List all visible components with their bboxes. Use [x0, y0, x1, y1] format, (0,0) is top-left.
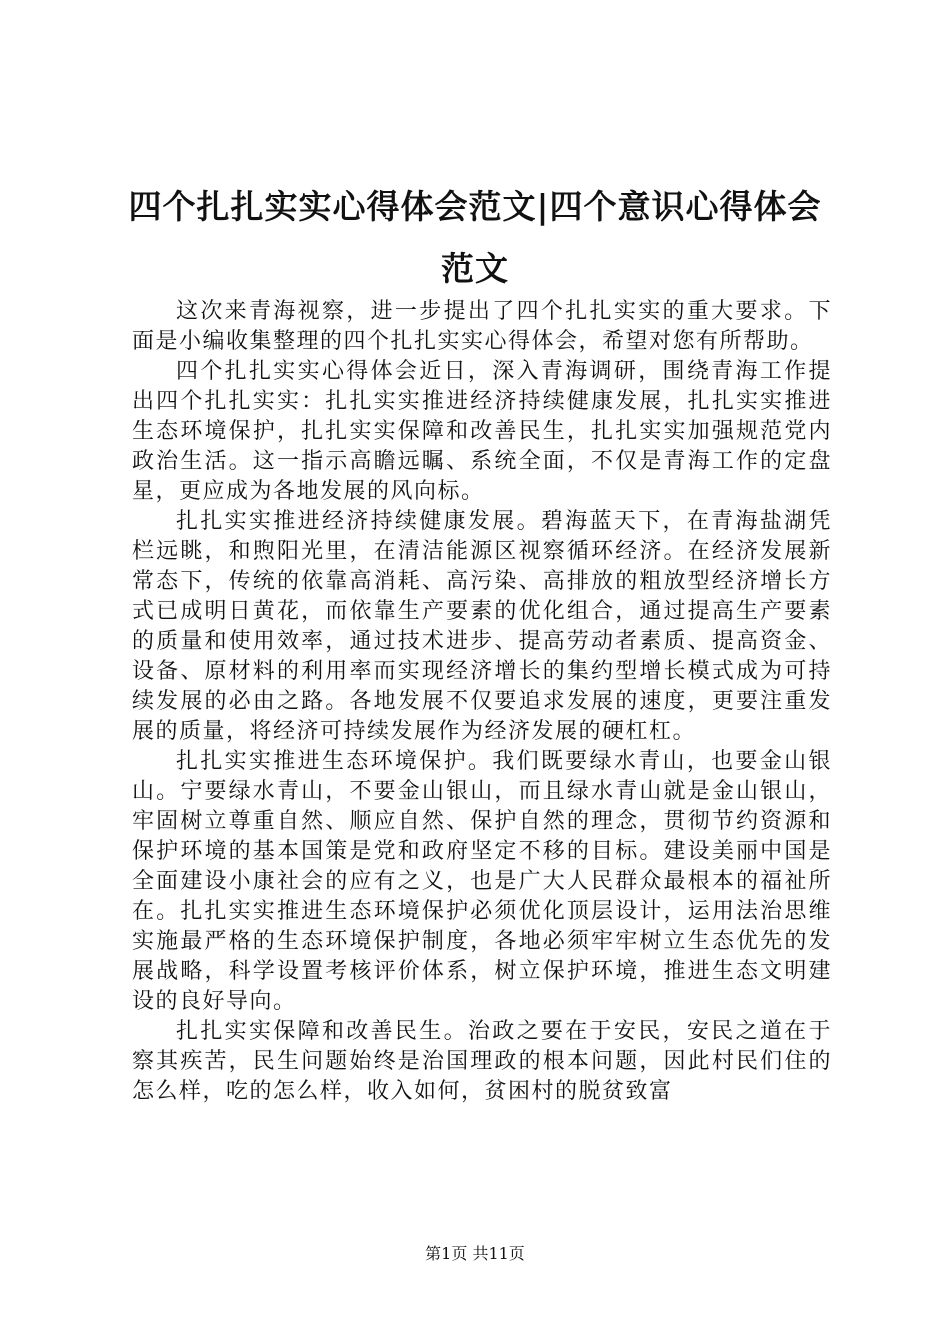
document-body — [132, 297, 832, 1107]
paragraph-intro: 这次来青海视察，进一步提出了四个扎扎实实的重大要求。下面是小编收集整理的四个扎扎实实心得体会，希望对您有所帮助。 — [132, 299, 832, 354]
paragraph-livelihood: 扎扎实实保障和改善民生。治政之要在于安民，安民之道在于察其疾苦，民生问题始终是治国理政的根本问题，因此村民们住的怎么样，吃的怎么样，收入如何，贫困村的脱贫致富 — [132, 1019, 832, 1104]
paragraph-overview: 四个扎扎实实心得体会近日，深入青海调研，围绕青海工作提出四个扎扎实实：扎扎实实推进经济持续健康发展，扎扎实实推进生态环境保护，扎扎实实保障和改善民生，扎扎实实加强规范党内政治生活。这一指示高瞻远瞩、系统全面，不仅是青海工作的定盘星，更应成为各地发展的风向标。 — [132, 359, 832, 504]
paragraph-economy: 扎扎实实推进经济持续健康发展。碧海蓝天下，在青海盐湖凭栏远眺，和煦阳光里，在清洁能源区视察循环经济。在经济发展新常态下，传统的依靠高消耗、高污染、高排放的粗放型经济增长方式已成明日黄花，而依靠生产要素的优化组合，通过提高生产要素的质量和使用效率，通过技术进步、提高劳动者素质、提高资金、设备、原材料的利用率而实现经济增长的集约型增长模式成为可持续发展的必由之路。各地发展不仅要追求发展的速度，更要注重发展的质量，将经济可持续发展作为经济发展的硬杠杠。 — [132, 509, 832, 744]
page-number-footer: 第1页 共11页 — [425, 1244, 525, 1263]
document-title: 四个扎扎实实心得体会范文|四个意识心得体会范文 — [128, 187, 822, 288]
paragraph-ecology: 扎扎实实推进生态环境保护。我们既要绿水青山，也要金山银山。宁要绿水青山，不要金山银山，而且绿水青山就是金山银山，牢固树立尊重自然、顺应自然、保护自然的理念，贯彻节约资源和保护环境的基本国策是党和政府坚定不移的目标。建设美丽中国是全面建设小康社会的应有之义，也是广大人民群众最根本的福祉所在。扎扎实实推进生态环境保护必须优化顶层设计，运用法治思维实施最严格的生态环境保护制度，各地必须牢牢树立生态优先的发展战略，科学设置考核评价体系，树立保护环境，推进生态文明建设的良好导向。 — [132, 749, 832, 1014]
